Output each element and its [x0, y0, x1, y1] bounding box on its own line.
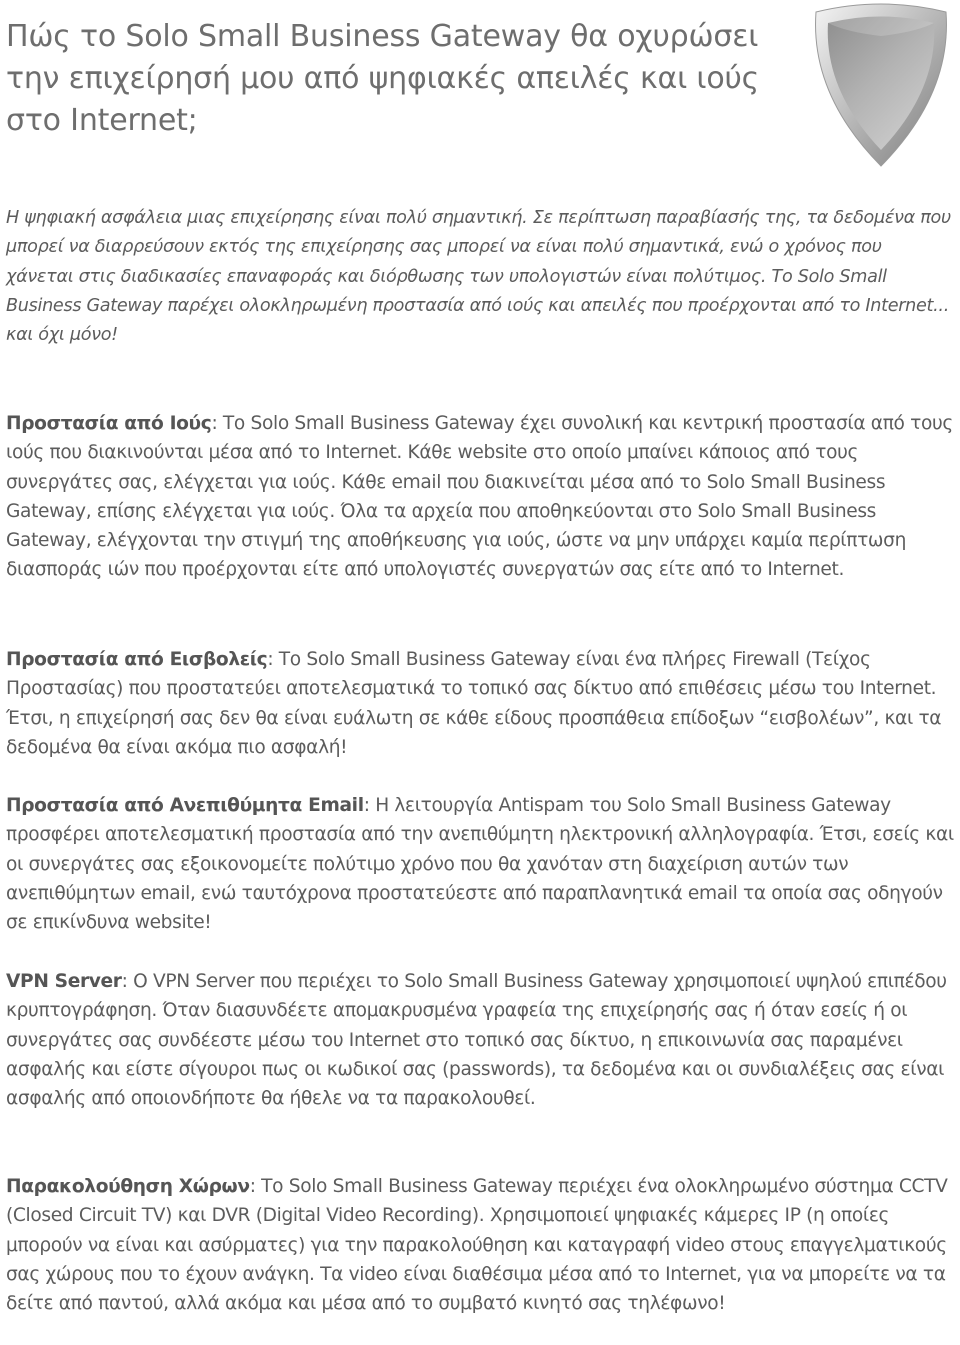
section-body: : Το Solo Small Business Gateway περιέχει ένα ολοκληρωμένο σύστημα CCTV (Closed Circuit TV) και DVR (Digital Video Recording). Χρησιμοποιεί ψηφιακές κάμερες IP (η οποίες μπορούν να είναι και ασύρματες) για την παρακολούθηση και καταγραφή video στους επαγγελματικούς σας χώρους που το έχουν ανάγκη. Τα video είναι διαθέσιμα μέσα από το Internet, για να μπορείτε να τα δείτε από παντού, αλλά ακόμα και μέσα από το συμβατό κινητό σας τηλέφωνο! — [6, 1176, 948, 1315]
section-heading: Παρακολούθηση Χώρων — [6, 1176, 250, 1197]
section-heading: Προστασία από Ανεπιθύμητα Email — [6, 795, 364, 816]
section-virus-protection — [6, 409, 956, 585]
section-heading: VPN Server — [6, 971, 122, 992]
section-body: : Το Solo Small Business Gateway έχει συνολική και κεντρική προστασία από τους ιούς που διακινούνται μέσα από το Internet. Κάθε website στο οποίο μπαίνει κάποιος από τους συνεργάτες σας, ελέγχεται για ιούς. Κάθε email που διακινείται μέσα από το Solo Small Business Gateway, επίσης ελέγχεται για ιούς. Όλα τα αρχεία που αποθηκεύονται στο Solo Small Business Gateway, ελέγχονται την στιγμή της αποθήκευσης για ιούς, ώστε να μην υπάρχει καμία περίπτωση διασποράς ιών που προέρχονται είτε από υπολογιστές συνεργατών σας είτε από το Internet. — [6, 413, 953, 581]
section-cctv-monitoring — [6, 1172, 956, 1318]
shield-icon — [806, 2, 956, 170]
section-body: : Ο VPN Server που περιέχει το Solo Small Business Gateway χρησιμοποιεί υψηλού επιπέδου κρυπτογράφηση. Όταν διασυνδέετε απομακρυσμένα γραφεία της επιχείρησής σας ή όταν εσείς ή οι συνεργάτες σας συνδέεστε μέσω του Internet στο τοπικό σας δίκτυο, η επικοινωνία σας παραμένει ασφαλής και είστε σίγουροι πως οι κωδικοί σας (passwords), τα δεδομένα και οι συνδιαλέξεις σας είναι ασφαλής από οποιονδήποτε θα ήθελε να τα παρακολουθεί. — [6, 971, 947, 1110]
section-heading: Προστασία από Εισβολείς — [6, 649, 268, 670]
section-vpn-server — [6, 967, 956, 1113]
section-body: : Η λειτουργία Antispam του Solo Small Business Gateway προσφέρει αποτελεσματική προστασία από την ανεπιθύμητη ηλεκτρονική αλληλογραφία. Έτσι, εσείς και οι συνεργάτες σας εξοικονομείτε πολύτιμο χρόνο που θα χανόταν στη διαχείριση αυτών των ανεπιθύμητων email, ενώ ταυτόχρονα προστατεύεστε από παραπλανητικά email τα οποία σας οδηγούν σε επικίνδυνα website! — [6, 795, 954, 934]
section-spam-protection — [6, 791, 956, 937]
section-body: : Το Solo Small Business Gateway είναι ένα πλήρες Firewall (Τείχος Προστασίας) που προστατεύει αποτελεσματικά το τοπικό σας δίκτυο από επιθέσεις μέσω του Internet. Έτσι, η επιχείρησή σας δεν θα είναι ευάλωτη σε κάθε είδους προσπάθεια επίδοξων “εισβολέων”, και τα δεδομένα θα είναι ακόμα πιο ασφαλή! — [6, 649, 942, 758]
page-title: Πώς το Solo Small Business Gateway θα οχυρώσει την επιχείρησή μου από ψηφιακές απειλές και ιούς στο Internet; — [6, 19, 760, 138]
section-heading: Προστασία από Ιούς — [6, 413, 212, 434]
intro-paragraph: Η ψηφιακή ασφάλεια μιας επιχείρησης είναι πολύ σημαντική. Σε περίπτωση παραβίασής της, τα δεδομένα που μπορεί να διαρρεύσουν εκτός της επιχείρησης σας μπορεί να είναι πολύ σημαντικά, ενώ ο χρόνος που χάνεται στις διαδικασίες επαναφοράς και διόρθωσης των υπολογιστών είναι πολύτιμος. Το Solo Small Business Gateway παρέχει ολοκληρωμένη προστασία από ιούς και απειλές που προέρχονται από το Internet... και όχι μόνο! — [6, 208, 951, 346]
section-intruder-protection — [6, 645, 956, 762]
